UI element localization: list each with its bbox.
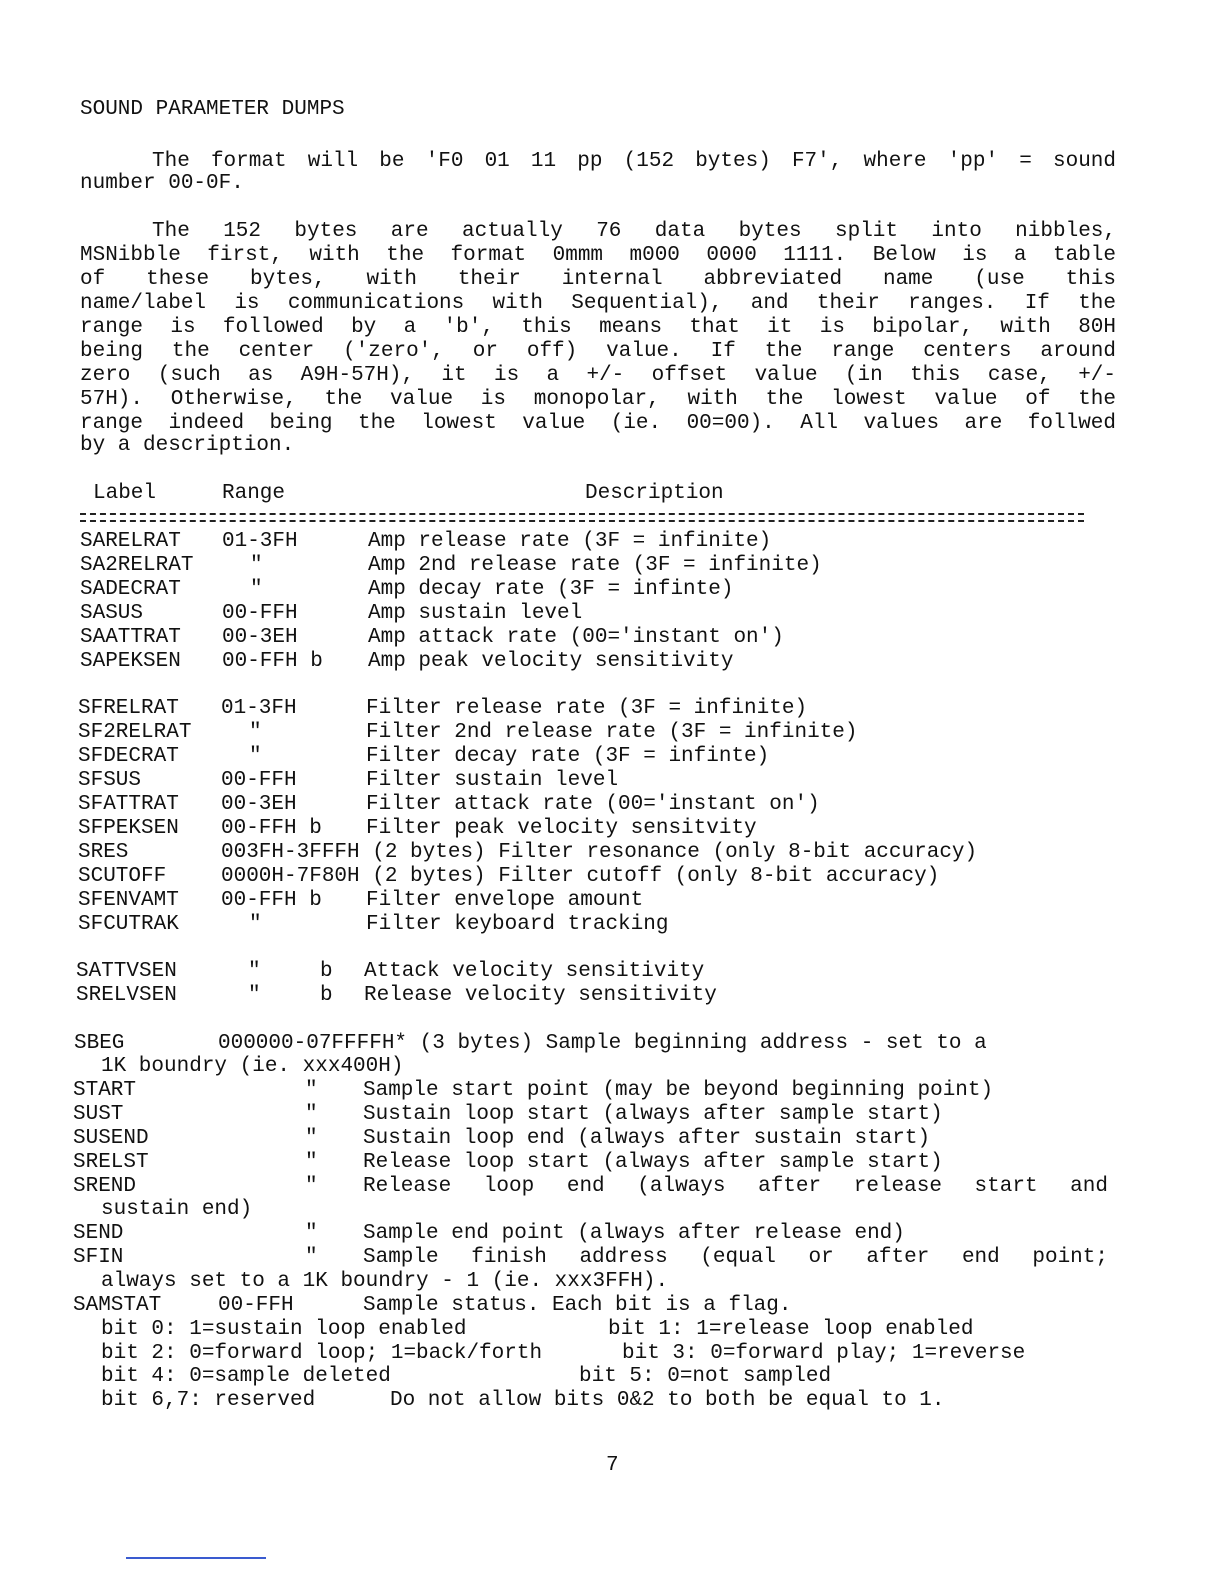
section-heading: SOUND PARAMETER DUMPS (80, 98, 345, 121)
bit-note: Do not allow bits 0&2 to both be equal to 1. (390, 1389, 945, 1412)
row-label: SFENVAMT (78, 889, 179, 912)
description-paragraph-line: being the center ('zero', or off) value. If the range centers around (80, 340, 1116, 363)
row-label: SFPEKSEN (78, 817, 179, 840)
row-description: Filter keyboard tracking (366, 913, 669, 936)
description-paragraph-line: zero (such as A9H-57H), it is a +/- offset value (in this case, +/- (80, 364, 1116, 387)
bit-definition: bit 0: 1=sustain loop enabled (101, 1318, 467, 1341)
format-paragraph-line: The format will be 'F0 01 11 pp (152 bytes) F7', where 'pp' = sound (152, 150, 1116, 173)
row-range: " (305, 1222, 318, 1245)
row-bipolar-flag: b (320, 960, 333, 983)
row-label: SFCUTRAK (78, 913, 179, 936)
row-label: SATTVSEN (76, 960, 177, 983)
row-label: SFATTRAT (78, 793, 179, 816)
description-paragraph-line: of these bytes, with their internal abbreviated name (use this (80, 268, 1116, 291)
row-bipolar-flag: b (320, 984, 333, 1007)
row-continuation: 1K boundry (ie. xxx400H) (101, 1055, 404, 1078)
row-continuation: sustain end) (101, 1198, 253, 1221)
row-range: 01-3FH (222, 530, 298, 553)
row-range-description: 003FH-3FFFH (2 bytes) Filter resonance (only 8-bit accuracy) (221, 841, 978, 864)
row-label: SUSEND (73, 1127, 149, 1150)
row-description: Sustain loop end (always after sustain start) (363, 1127, 931, 1150)
row-label: SAMSTAT (73, 1294, 162, 1317)
row-range: " (249, 721, 262, 744)
row-label: SF2RELRAT (78, 721, 192, 744)
description-paragraph-line: name/label is communications with Sequential), and their ranges. If the (80, 292, 1116, 315)
row-label: SEND (73, 1222, 124, 1245)
row-description: Attack velocity sensitivity (364, 960, 705, 983)
row-range: " (305, 1127, 318, 1150)
row-range: " (248, 984, 261, 1007)
row-label: SARELRAT (80, 530, 181, 553)
row-description: Amp 2nd release rate (3F = infinite) (368, 554, 822, 577)
row-label: SFDECRAT (78, 745, 179, 768)
description-paragraph-line: by a description. (80, 434, 295, 457)
row-label: SFRELRAT (78, 697, 179, 720)
row-label: SRELVSEN (76, 984, 177, 1007)
row-description: Filter peak velocity sensitvity (366, 817, 757, 840)
row-label: START (73, 1079, 137, 1102)
row-range: " (250, 554, 263, 577)
description-paragraph-line: The 152 bytes are actually 76 data bytes split into nibbles, (152, 220, 1116, 243)
row-label: SFIN (73, 1246, 124, 1269)
row-description: Amp sustain level (368, 602, 583, 625)
row-description: Amp peak velocity sensitivity (368, 650, 734, 673)
row-range: 00-FFH (221, 769, 297, 792)
row-range: " (305, 1103, 318, 1126)
column-header-range: Range (222, 482, 286, 505)
row-range: " (305, 1246, 318, 1269)
row-description: Release loop end (always after release start and (363, 1175, 1108, 1198)
description-paragraph-line: MSNibble first, with the format 0mmm m000 0000 1111. Below is a table (80, 244, 1116, 267)
bit-definition: bit 2: 0=forward loop; 1=back/forth (101, 1342, 543, 1365)
header-separator (80, 513, 1084, 522)
column-header-description: Description (585, 482, 724, 505)
row-range-description: 000000-07FFFFH* (3 bytes) Sample beginning address - set to a (218, 1032, 987, 1055)
row-label: SAPEKSEN (80, 650, 181, 673)
row-range: 00-FFH (218, 1294, 294, 1317)
row-range: 01-3FH (221, 697, 297, 720)
description-paragraph-line: range is followed by a 'b', this means that it is bipolar, with 80H (80, 316, 1116, 339)
row-label: SASUS (80, 602, 144, 625)
row-description: Filter envelope amount (366, 889, 644, 912)
row-description: Release loop start (always after sample start) (363, 1151, 943, 1174)
row-description: Sample end point (always after release end) (363, 1222, 905, 1245)
row-range: " (305, 1175, 318, 1198)
row-description: Filter release rate (3F = infinite) (366, 697, 808, 720)
row-description: Filter 2nd release rate (3F = infinite) (366, 721, 858, 744)
row-description: Sample start point (may be beyond beginning point) (363, 1079, 994, 1102)
row-description: Filter attack rate (00='instant on') (366, 793, 820, 816)
row-description: Sustain loop start (always after sample start) (363, 1103, 943, 1126)
footer-rule (126, 1557, 266, 1559)
row-description: Filter decay rate (3F = infinte) (366, 745, 770, 768)
row-label: SAATTRAT (80, 626, 181, 649)
row-label: SREND (73, 1175, 137, 1198)
page-number: 7 (606, 1454, 619, 1477)
row-continuation: always set to a 1K boundry - 1 (ie. xxx3FFH). (101, 1270, 669, 1293)
row-range: 00-3EH (221, 793, 297, 816)
row-description: Release velocity sensitivity (364, 984, 717, 1007)
description-paragraph-line: range indeed being the lowest value (ie. 00=00). All values are follwed (80, 412, 1116, 435)
row-range: " (249, 745, 262, 768)
row-label: SFSUS (78, 769, 142, 792)
row-description: Amp attack rate (00='instant on') (368, 626, 784, 649)
row-range: 00-3EH (222, 626, 298, 649)
row-label: SRES (78, 841, 129, 864)
row-range-description: 0000H-7F80H (2 bytes) Filter cutoff (only 8-bit accuracy) (221, 865, 940, 888)
row-label: SBEG (74, 1032, 125, 1055)
row-range: 00-FFH b (221, 889, 322, 912)
row-label: SRELST (73, 1151, 149, 1174)
bit-definition: bit 3: 0=forward play; 1=reverse (622, 1342, 1026, 1365)
row-label: SCUTOFF (78, 865, 167, 888)
bit-definition: bit 1: 1=release loop enabled (608, 1318, 974, 1341)
row-label: SUST (73, 1103, 124, 1126)
bit-definition: bit 4: 0=sample deleted (101, 1365, 391, 1388)
row-description: Sample finish address (equal or after end point; (363, 1246, 1108, 1269)
description-paragraph-line: 57H). Otherwise, the value is monopolar, with the lowest value of the (80, 388, 1116, 411)
row-range: " (248, 960, 261, 983)
row-range: 00-FFH (222, 602, 298, 625)
row-range: " (249, 913, 262, 936)
row-label: SA2RELRAT (80, 554, 194, 577)
row-description: Amp decay rate (3F = infinte) (368, 578, 734, 601)
row-label: SADECRAT (80, 578, 181, 601)
row-range: " (305, 1079, 318, 1102)
row-range: 00-FFH b (221, 817, 322, 840)
row-range: 00-FFH b (222, 650, 323, 673)
column-header-label: Label (93, 482, 157, 505)
bit-definition: bit 5: 0=not sampled (579, 1365, 832, 1388)
row-range: " (305, 1151, 318, 1174)
row-range: " (250, 578, 263, 601)
row-description: Filter sustain level (366, 769, 619, 792)
row-description: Amp release rate (3F = infinite) (368, 530, 772, 553)
bit-definition: bit 6,7: reserved (101, 1389, 316, 1412)
row-description: Sample status. Each bit is a flag. (363, 1294, 792, 1317)
format-paragraph-line: number 00-0F. (80, 172, 244, 195)
